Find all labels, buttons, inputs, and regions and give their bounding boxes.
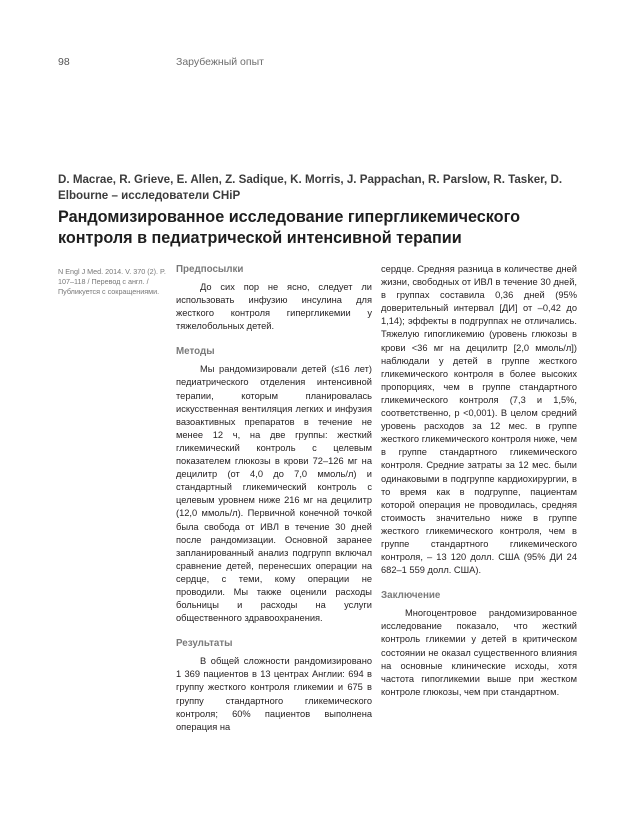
article-title: Рандомизированное исследование гипергликемического контроля в педиатрической интенсивной терапии: [58, 208, 520, 247]
left-column: [176, 263, 372, 746]
right-column: [381, 263, 577, 711]
citation: N Engl J Med. 2014. V. 370 (2). P. 107–118 / Перевод с англ. / Публикуется с сокращениями.: [58, 267, 166, 296]
background-heading: Предпосылки: [176, 264, 244, 275]
conclusion-heading: Заключение: [381, 590, 441, 602]
background-text: До сих пор не ясно, следует ли использовать инфузию инсулина для жесткого контроля гипергликемии у тяжелобольных детей.: [176, 282, 372, 332]
author-list: D. Macrae, R. Grieve, E. Allen, Z. Sadique, K. Morris, J. Pappachan, R. Parslow, R. Tasker, D. Elbourne – исследователи CHiP: [58, 173, 563, 202]
results-heading: Результаты: [176, 638, 233, 650]
methods-text: Мы рандомизировали детей (≤16 лет) педиатрического отделения интенсивной терапии, которым планировалась искусственная вентиляция легких и инфузия вазоактивных препаратов в течение не менее 12 ч, на две группы: жесткий гликемический контроль с целевым показателем глюкозы в крови 72–126 мг на децилитр (от 4,0 до 7,0 ммоль/л) и стандартный гликемический контроль с целевым уровнем ниже 216 мг на децилитр (12,0 ммоль/л). Первичной конечной точкой была свобода от ИВЛ в течение 30 дней после рандомизации. Основной заранее запланированный анализ подгрупп включал сравнение детей, перенесших операции на сердце, с теми, кому операции не проводили. Мы также оценили расходы больницы и расходы на услуги общественного здравоохранения.: [176, 364, 372, 624]
results-text-continued: сердце. Средняя разница в количестве дней жизни, свободных от ИВЛ в течение 30 дней, в группах составила 0,36 дней (95% доверительный интервал [ДИ] от –0,42 до 1,14); эффекты в подгруппах не отличались. Тяжелую гипогликемию (уровень глюкозы в крови <36 мг на децилитр [2,0 ммоль/л]) наблюдали у детей в группе жесткого гликемического контроля в более высоких пропорциях, чем в группе стандартного гликемического контроля (7,3 и 1,5%, соответственно, p <0,001). В целом средний уровень расходов за 12 мес. в группе жесткого гликемического контроля ниже, чем в группе стандартного гликемического контроля. Средние затраты за 12 мес. были одинаковыми в подгруппе кардиохирургии, в то время как в подгруппе, пациентам которой операция не проводилась, средняя стоимость значительно ниже в группе жесткого гликемического контроля, чем в группе стандартного гликемического контроля, – 13 120 долл. США (95% ДИ 24 682–1 559 долл. США).: [381, 264, 577, 576]
methods-heading: Методы: [176, 346, 215, 358]
running-head: Зарубежный опыт: [176, 56, 264, 68]
results-text-start: В общей сложности рандомизировано 1 369 пациентов в 13 центрах Англии: 694 в группу жесткого контроля гликемии и 675 в группу стандартного гликемического контроля; 60% пациентов выполнена операция на: [176, 656, 372, 732]
conclusion-text: Многоцентровое рандомизированное исследование показало, что жесткий контроль гликемии у детей в критическом состоянии не оказал существенного влияния на основные клинические исходы, хотя частота гипогликемии выше при жестком контроле глюкозы, чем при стандартном.: [381, 608, 577, 697]
page-number: 98: [58, 56, 70, 68]
